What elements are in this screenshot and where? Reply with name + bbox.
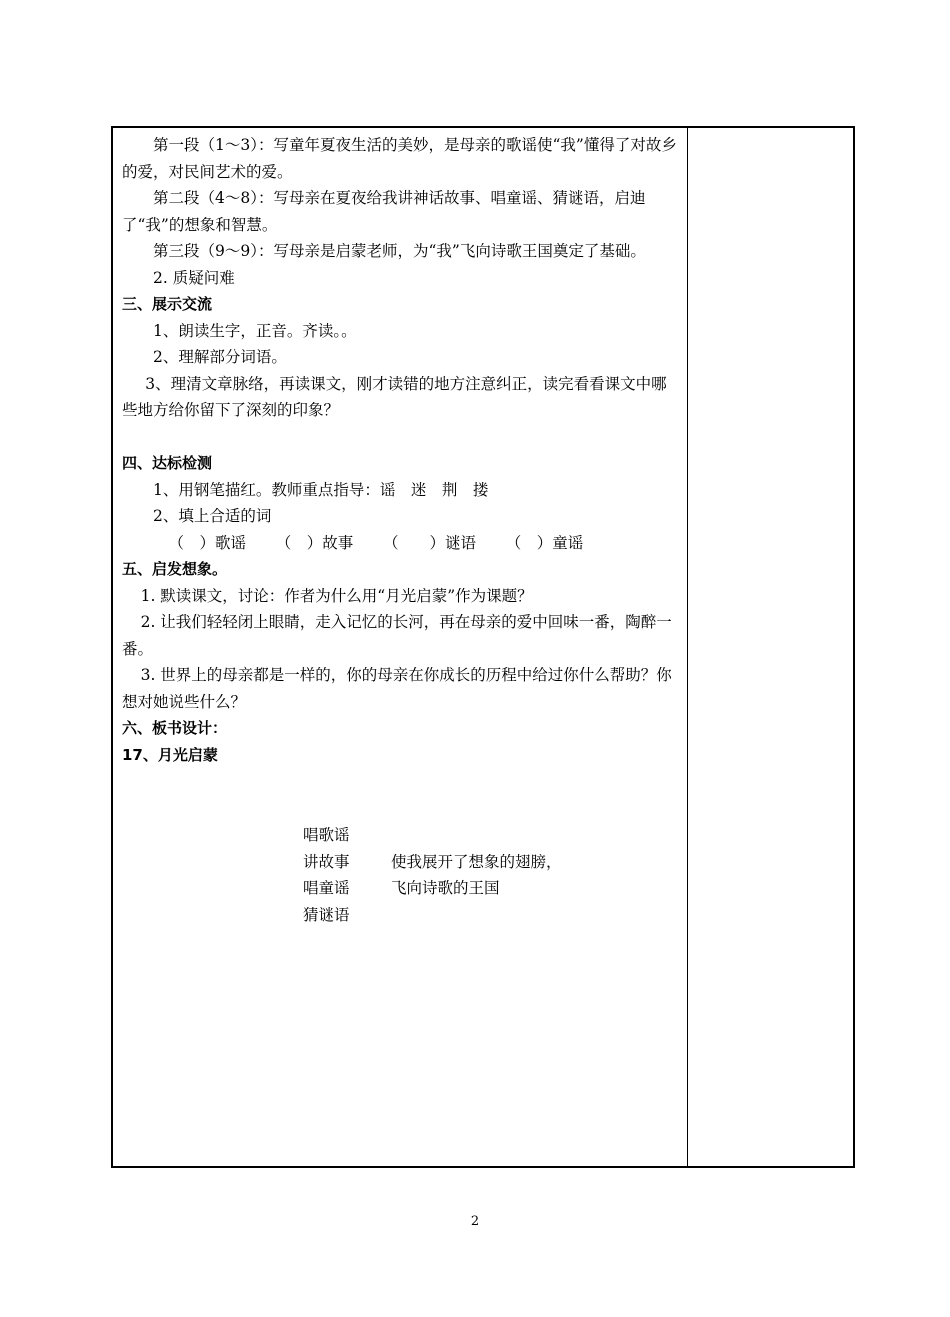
fill-item: （ ）童谣	[505, 533, 584, 552]
section3-title: 三、展示交流	[122, 295, 213, 313]
lesson-content	[122, 132, 682, 768]
page-number: 2	[470, 1214, 480, 1229]
section3-item-1: 1、朗读生字，正音。齐读。。	[153, 321, 357, 340]
board-left-item: 讲故事	[303, 852, 350, 871]
board-left-item: 唱歌谣	[303, 826, 350, 844]
spacer	[122, 424, 682, 451]
board-row	[303, 902, 663, 929]
blackboard-design	[303, 822, 663, 928]
paragraph-seg3: 第三段（9～9）：写母亲是启蒙老师，为“我”飞向诗歌王国奠定了基础。	[153, 242, 646, 260]
section4-item-2: 2、填上合适的词	[153, 507, 272, 525]
fill-item: （ ）歌谣	[168, 533, 247, 552]
paragraph-question: 2. 质疑问难	[153, 268, 235, 287]
paragraph-seg1: 第一段（1～3）：写童年夏夜生活的美妙，是母亲的歌谣使“我”懂得了对故乡的爱，对民间艺术的爱。	[122, 136, 677, 181]
section5-item-2: 2. 让我们轻轻闭上眼睛，走入记忆的长河，再在母亲的爱中回味一番，陶醉一番。	[122, 613, 672, 658]
board-left-item: 唱童谣	[303, 879, 350, 897]
section5-item-3: 3. 世界上的母亲都是一样的，你的母亲在你成长的历程中给过你什么帮助？你想对她说些什么？	[122, 666, 672, 711]
section3-item-2: 2、理解部分词语。	[153, 348, 287, 366]
column-divider	[687, 128, 688, 1166]
section3-item-3: 3、理清文章脉络，再读课文，刚才读错的地方注意纠正，读完看看课文中哪些地方给你留下了深刻的印象？	[122, 374, 667, 419]
fill-item: （ ）谜语	[383, 533, 477, 552]
fill-item: （ ）故事	[275, 533, 354, 552]
fill-in-row	[122, 530, 682, 557]
board-right-item: 飞向诗歌的王国	[391, 879, 500, 897]
board-right-item: 使我展开了想象的翅膀，	[391, 852, 562, 871]
lesson-title: 17、月光启蒙	[122, 745, 218, 764]
lesson-table	[111, 126, 855, 1168]
board-row	[303, 875, 663, 902]
board-left-item: 猜谜语	[303, 905, 350, 924]
section5-item-1: 1. 默读课文，讨论：作者为什么用“月光启蒙”作为课题？	[140, 586, 533, 605]
section4-title: 四、达标检测	[122, 454, 213, 472]
paragraph-seg2: 第二段（4～8）：写母亲在夏夜给我讲神话故事、唱童谣、猜谜语，启迪了“我”的想象和智慧。	[122, 189, 646, 234]
board-row	[303, 822, 663, 849]
section5-title: 五、启发想象。	[122, 560, 228, 578]
board-row	[303, 849, 663, 876]
section6-title: 六、板书设计：	[122, 719, 228, 737]
section4-item-1: 1、用钢笔描红。教师重点指导：谣 迷 荆 搂	[153, 480, 489, 499]
